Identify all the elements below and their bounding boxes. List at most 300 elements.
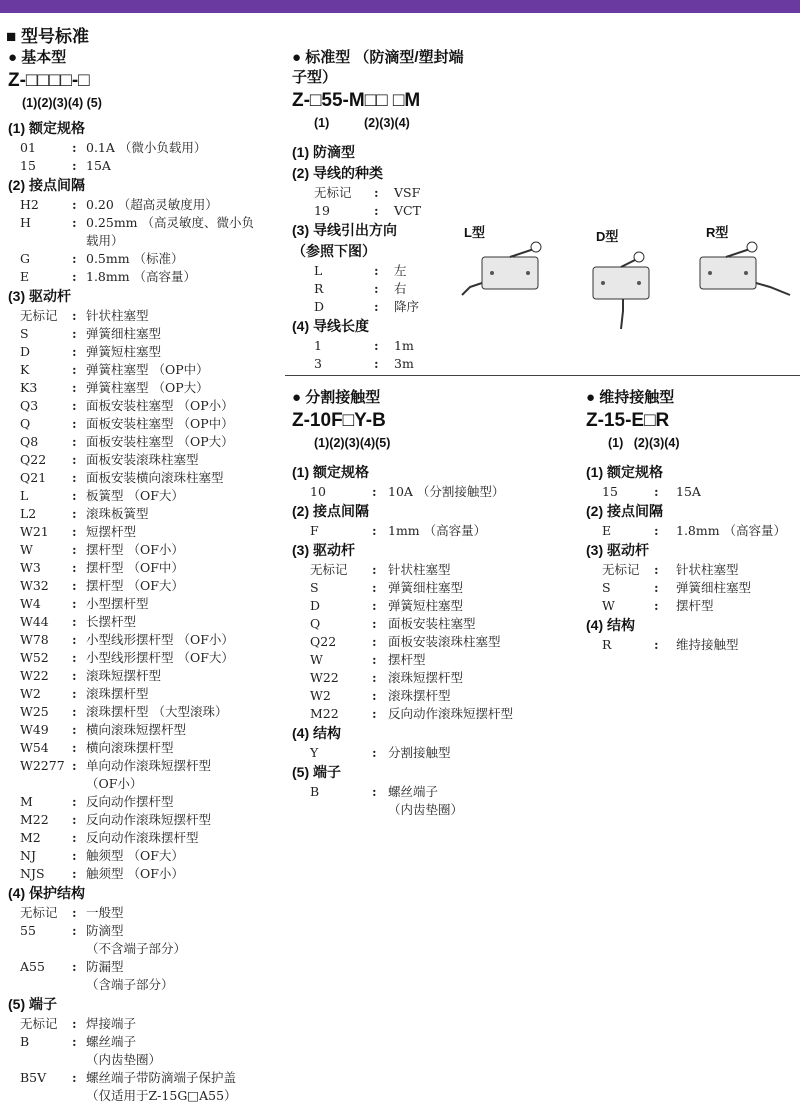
spec-code: H	[20, 215, 31, 230]
spec-row	[20, 1033, 278, 1051]
hold-model-code: Z-15-E□R	[586, 410, 670, 431]
spec-row	[310, 561, 582, 579]
spec-code: H2	[20, 197, 39, 212]
separator-colon: :	[72, 326, 77, 341]
group-title: (3) 驱动杆	[8, 288, 71, 304]
separator-colon: :	[72, 560, 77, 575]
separator-colon: :	[372, 634, 377, 649]
spec-code: E	[602, 523, 612, 538]
separator-colon: :	[72, 524, 77, 539]
spec-code: S	[602, 580, 611, 595]
separator-colon: :	[72, 362, 77, 377]
spec-row	[20, 1069, 278, 1087]
spec-code: 19	[314, 203, 330, 218]
separator-colon: :	[654, 562, 659, 577]
spec-row	[314, 280, 472, 298]
spec-code: 无标记	[314, 185, 352, 200]
separator-colon: :	[72, 578, 77, 593]
separator-colon: :	[654, 484, 659, 499]
spec-row	[310, 744, 582, 762]
spec-description-continued: （内齿垫圈）	[388, 802, 464, 817]
spec-description: 摆杆型 （OF中）	[86, 560, 184, 575]
spec-row	[314, 262, 472, 280]
separator-colon: :	[72, 308, 77, 323]
spec-description: 反向动作摆杆型	[86, 794, 174, 809]
spec-description: 小型线形摆杆型 （OF小）	[86, 632, 234, 647]
spec-row	[310, 687, 582, 705]
spec-row	[20, 631, 278, 649]
spec-code: Q22	[310, 634, 337, 649]
separator-colon: :	[72, 542, 77, 557]
spec-description: 长摆杆型	[86, 614, 137, 629]
group-title: (5) 端子	[292, 764, 341, 780]
separator-colon: :	[72, 269, 77, 284]
spec-description: 弹簧短柱塞型	[388, 598, 464, 613]
spec-row	[20, 379, 278, 397]
spec-row	[20, 793, 278, 811]
spec-description: 摆杆型	[388, 652, 426, 667]
spec-code: 无标记	[20, 1016, 58, 1031]
separator-colon: :	[72, 686, 77, 701]
spec-code: B	[310, 784, 320, 799]
spec-description: 3m	[394, 356, 414, 371]
spec-row	[310, 783, 582, 801]
separator-colon: :	[72, 197, 77, 212]
spec-description: 针状柱塞型	[86, 308, 149, 323]
separator-colon: :	[72, 614, 77, 629]
spec-row	[602, 636, 796, 654]
separator-colon: :	[72, 632, 77, 647]
separator-colon: :	[372, 652, 377, 667]
separator-colon: :	[72, 866, 77, 881]
spec-description: 小型摆杆型	[86, 596, 149, 611]
separator-colon: :	[72, 398, 77, 413]
group-title: (1) 额定规格	[8, 120, 85, 136]
spec-row	[310, 633, 582, 651]
spec-row	[20, 325, 278, 343]
spec-description: 降序	[394, 299, 420, 314]
spec-code: S	[20, 326, 29, 341]
spec-description: 滚珠摆杆型	[86, 686, 149, 701]
separator-colon: :	[372, 784, 377, 799]
split-heading: ● 分割接触型	[292, 389, 381, 406]
split-contact-section	[292, 388, 582, 819]
group-title: (2) 接点间隔	[292, 503, 369, 519]
spec-description: 焊接端子	[86, 1016, 137, 1031]
spec-row	[310, 579, 582, 597]
separator-colon: :	[72, 758, 77, 773]
spec-description: 防漏型	[86, 959, 124, 974]
spec-row	[20, 196, 278, 214]
group-title: (4) 结构	[292, 725, 341, 741]
diagram-label-r: R型	[706, 225, 729, 240]
group-title: (4) 导线长度	[292, 318, 369, 334]
spec-description: 反向动作滚珠短摆杆型	[388, 706, 514, 721]
separator-colon: :	[72, 344, 77, 359]
spec-description: 面板安装柱塞型 （OP中）	[86, 416, 234, 431]
switch-r-type-illustration	[690, 235, 800, 305]
spec-description: 弹簧细柱塞型	[676, 580, 752, 595]
spec-description: 防滴型	[86, 923, 124, 938]
separator-colon: :	[372, 616, 377, 631]
spec-row	[314, 298, 472, 316]
spec-row	[20, 505, 278, 523]
spec-row	[20, 214, 278, 232]
separator-colon: :	[372, 670, 377, 685]
spec-row	[20, 157, 278, 175]
spec-description: 板簧型 （OF大）	[86, 488, 184, 503]
spec-row	[310, 522, 582, 540]
separator-colon: :	[72, 794, 77, 809]
spec-code: W3	[20, 560, 41, 575]
spec-description: 摆杆型 （OF小）	[86, 542, 184, 557]
spec-row	[20, 703, 278, 721]
spec-description: 面板安装柱塞型 （OP小）	[86, 398, 234, 413]
separator-colon: :	[72, 380, 77, 395]
separator-colon: :	[374, 203, 379, 218]
spec-row	[20, 685, 278, 703]
group-title: (4) 保护结构	[8, 885, 85, 901]
spec-row	[20, 811, 278, 829]
spec-code: D	[310, 598, 321, 613]
spec-row	[20, 595, 278, 613]
spec-description: VSF	[394, 185, 421, 200]
spec-code: 1	[314, 338, 322, 353]
spec-code: 无标记	[20, 308, 58, 323]
spec-description: VCT	[394, 203, 421, 218]
spec-row	[20, 415, 278, 433]
spec-description: 维持接触型	[676, 637, 739, 652]
spec-description: 摆杆型	[676, 598, 714, 613]
spec-code: M2	[20, 830, 41, 845]
spec-description: 1m	[394, 338, 414, 353]
separator-colon: :	[72, 668, 77, 683]
spec-code: 无标记	[602, 562, 640, 577]
spec-description-continued: 载用）	[86, 233, 124, 248]
spec-description: 针状柱塞型	[676, 562, 739, 577]
spec-row	[20, 268, 278, 286]
spec-description: 右	[394, 281, 407, 296]
spec-description: 面板安装滚珠柱塞型	[388, 634, 501, 649]
spec-description: 0.5mm （标准）	[86, 251, 184, 266]
diagram-label-l: L型	[464, 225, 485, 240]
spec-code: K3	[20, 380, 38, 395]
spec-description: 面板安装横向滚珠柱塞型	[86, 470, 224, 485]
separator-colon: :	[72, 905, 77, 920]
spec-code: W21	[20, 524, 49, 539]
separator-colon: :	[72, 416, 77, 431]
spec-row	[314, 337, 472, 355]
spec-row	[314, 355, 472, 373]
spec-code: W22	[20, 668, 49, 683]
spec-description: 1mm （高容量）	[388, 523, 487, 538]
top-accent-bar	[0, 0, 800, 13]
spec-code: W25	[20, 704, 49, 719]
spec-row	[20, 649, 278, 667]
spec-description: 横向滚珠短摆杆型	[86, 722, 187, 737]
spec-description: 针状柱塞型	[388, 562, 451, 577]
separator-colon: :	[372, 598, 377, 613]
split-model-numbers: (1)(2)(3)(4)(5)	[314, 436, 391, 450]
spec-code: 无标记	[310, 562, 348, 577]
spec-description: 反向动作滚珠短摆杆型	[86, 812, 212, 827]
spec-description: 15A	[86, 158, 111, 173]
spec-row	[20, 250, 278, 268]
spec-description: 15A	[676, 484, 701, 499]
spec-description: 面板安装柱塞型	[388, 616, 476, 631]
spec-code: W	[602, 598, 615, 613]
spec-code: W49	[20, 722, 49, 737]
spec-row	[20, 541, 278, 559]
group-title: (5) 端子	[8, 996, 57, 1012]
spec-code: L	[314, 263, 323, 278]
spec-row	[602, 561, 796, 579]
separator-colon: :	[72, 470, 77, 485]
spec-row	[20, 667, 278, 685]
spec-description: 0.25mm （高灵敏度、微小负	[86, 215, 255, 230]
spec-code: Y	[310, 745, 319, 760]
page-title: ■ 型号标准	[6, 27, 89, 46]
spec-code: M22	[310, 706, 339, 721]
basic-type-section	[8, 48, 278, 1105]
spec-code: B	[20, 1034, 30, 1049]
hold-model-numbers: (1) (2)(3)(4)	[608, 436, 680, 450]
spec-row	[310, 705, 582, 723]
split-model-code: Z-10F□Y-B	[292, 410, 386, 431]
spec-description: 触须型 （OF小）	[86, 866, 184, 881]
spec-description: 滚珠摆杆型	[388, 688, 451, 703]
spec-description-continued: （仅适用于Z-15G□A55）	[86, 1088, 237, 1103]
spec-code: W4	[20, 596, 41, 611]
group-title: (2) 接点间隔	[586, 503, 663, 519]
spec-row	[314, 184, 472, 202]
spec-row	[314, 202, 472, 220]
separator-colon: :	[72, 830, 77, 845]
spec-code: L2	[20, 506, 37, 521]
spec-description-continued: （OF小）	[86, 776, 143, 791]
spec-code: F	[310, 523, 319, 538]
separator-colon: :	[372, 688, 377, 703]
separator-colon: :	[374, 356, 379, 371]
separator-colon: :	[374, 185, 379, 200]
group-title: (3) 驱动杆	[292, 542, 355, 558]
separator-colon: :	[372, 580, 377, 595]
spec-description: 弹簧细柱塞型	[388, 580, 464, 595]
separator-colon: :	[654, 598, 659, 613]
spec-description: 螺丝端子	[86, 1034, 137, 1049]
spec-row	[20, 904, 278, 922]
standard-model-numbers: (1) (2)(3)(4)	[314, 116, 410, 130]
spec-code: W2277	[20, 758, 65, 773]
spec-code: S	[310, 580, 319, 595]
spec-row	[602, 579, 796, 597]
group-subtitle: （参照下图）	[292, 243, 376, 259]
separator-colon: :	[374, 263, 379, 278]
spec-description: 弹簧细柱塞型	[86, 326, 162, 341]
separator-colon: :	[654, 580, 659, 595]
spec-row	[20, 739, 278, 757]
spec-description: 面板安装滚珠柱塞型	[86, 452, 199, 467]
basic-model-numbers: (1)(2)(3)(4) (5)	[22, 96, 102, 110]
basic-model-code: Z-□□□□-□	[8, 70, 90, 91]
spec-code: W2	[310, 688, 331, 703]
spec-code: 10	[310, 484, 326, 499]
switch-d-type-illustration	[585, 245, 675, 335]
spec-row	[20, 487, 278, 505]
separator-colon: :	[374, 338, 379, 353]
spec-description: 摆杆型 （OF大）	[86, 578, 184, 593]
spec-row	[20, 847, 278, 865]
spec-code: K	[20, 362, 30, 377]
spec-code: NJ	[20, 848, 36, 863]
separator-colon: :	[72, 434, 77, 449]
spec-description-continued: （不含端子部分）	[86, 941, 187, 956]
spec-description: 弹簧短柱塞型	[86, 344, 162, 359]
separator-colon: :	[72, 923, 77, 938]
spec-description: 左	[394, 263, 407, 278]
group-title: (3) 驱动杆	[586, 542, 649, 558]
diagram-label-d: D型	[596, 229, 619, 244]
separator-colon: :	[374, 281, 379, 296]
spec-description: 短摆杆型	[86, 524, 137, 539]
spec-code: W44	[20, 614, 49, 629]
spec-row	[602, 597, 796, 615]
spec-description: 小型线形摆杆型 （OF大）	[86, 650, 234, 665]
section-divider	[285, 375, 800, 376]
spec-description-continued: （含端子部分）	[86, 977, 174, 992]
separator-colon: :	[72, 1016, 77, 1031]
spec-row	[20, 343, 278, 361]
spec-row	[20, 139, 278, 157]
separator-colon: :	[374, 299, 379, 314]
spec-description: 滚珠短摆杆型	[86, 668, 162, 683]
separator-colon: :	[654, 523, 659, 538]
spec-code: M22	[20, 812, 49, 827]
spec-row	[20, 577, 278, 595]
standard-heading: ● 标准型 （防滴型/塑封端子型）	[292, 49, 464, 86]
spec-code: W	[310, 652, 323, 667]
separator-colon: :	[654, 637, 659, 652]
spec-row	[20, 958, 278, 976]
separator-colon: :	[72, 596, 77, 611]
spec-code: 15	[602, 484, 618, 499]
spec-description: 1.8mm （高容量）	[86, 269, 197, 284]
group-title: (1) 额定规格	[292, 464, 369, 480]
spec-code: 55	[20, 923, 36, 938]
maintained-contact-section	[586, 388, 796, 654]
spec-code: Q8	[20, 434, 39, 449]
separator-colon: :	[72, 1070, 77, 1085]
group-title: (3) 导线引出方向	[292, 222, 397, 238]
spec-row	[310, 651, 582, 669]
group-title: (1) 额定规格	[586, 464, 663, 480]
hold-heading: ● 维持接触型	[586, 389, 675, 406]
spec-code: B5V	[20, 1070, 47, 1085]
spec-row	[20, 865, 278, 883]
separator-colon: :	[372, 484, 377, 499]
spec-code: D	[20, 344, 31, 359]
spec-code: Q	[310, 616, 321, 631]
spec-row	[310, 615, 582, 633]
separator-colon: :	[372, 562, 377, 577]
spec-description: 滚珠摆杆型 （大型滚珠）	[86, 704, 228, 719]
spec-description: 反向动作滚珠摆杆型	[86, 830, 199, 845]
separator-colon: :	[72, 251, 77, 266]
spec-code: D	[314, 299, 325, 314]
separator-colon: :	[72, 812, 77, 827]
group-title: (2) 导线的种类	[292, 165, 383, 181]
separator-colon: :	[72, 452, 77, 467]
spec-code: Q3	[20, 398, 39, 413]
spec-description: 0.1A （微小负载用）	[86, 140, 207, 155]
spec-description: 弹簧柱塞型 （OP大）	[86, 380, 209, 395]
separator-colon: :	[72, 158, 77, 173]
spec-row	[20, 361, 278, 379]
spec-code: Q22	[20, 452, 47, 467]
spec-description: 单向动作滚珠短摆杆型	[86, 758, 212, 773]
spec-description: 0.20 （超高灵敏度用）	[86, 197, 218, 212]
group-title: (4) 结构	[586, 617, 635, 633]
separator-colon: :	[72, 704, 77, 719]
spec-row	[20, 559, 278, 577]
spec-code: 3	[314, 356, 322, 371]
spec-description: 滚珠板簧型	[86, 506, 149, 521]
spec-row	[20, 922, 278, 940]
separator-colon: :	[72, 848, 77, 863]
spec-code: W52	[20, 650, 49, 665]
spec-description: 分割接触型	[388, 745, 451, 760]
separator-colon: :	[372, 706, 377, 721]
spec-description-continued: （内齿垫圈）	[86, 1052, 162, 1067]
spec-code: W78	[20, 632, 49, 647]
separator-colon: :	[72, 650, 77, 665]
spec-code: 无标记	[20, 905, 58, 920]
spec-row	[20, 523, 278, 541]
spec-row	[602, 522, 796, 540]
spec-row	[602, 483, 796, 501]
spec-row	[20, 613, 278, 631]
spec-code: W32	[20, 578, 49, 593]
spec-code: L	[20, 488, 29, 503]
spec-row	[20, 397, 278, 415]
separator-colon: :	[72, 1034, 77, 1049]
separator-colon: :	[72, 215, 77, 230]
separator-colon: :	[72, 506, 77, 521]
spec-description: 弹簧柱塞型 （OP中）	[86, 362, 209, 377]
spec-description: 1.8mm （高容量）	[676, 523, 787, 538]
spec-row	[20, 721, 278, 739]
separator-colon: :	[72, 140, 77, 155]
spec-description: 滚珠短摆杆型	[388, 670, 464, 685]
spec-row	[310, 483, 582, 501]
spec-row	[310, 597, 582, 615]
group-title: (2) 接点间隔	[8, 177, 85, 193]
spec-row	[20, 469, 278, 487]
spec-description: 螺丝端子	[388, 784, 439, 799]
spec-description: 面板安装柱塞型 （OP大）	[86, 434, 234, 449]
spec-description: 10A （分割接触型）	[388, 484, 505, 499]
standard-type-section	[292, 48, 472, 373]
separator-colon: :	[72, 740, 77, 755]
group-title: (1) 防滴型	[292, 144, 355, 160]
spec-code: W2	[20, 686, 41, 701]
switch-l-type-illustration	[460, 235, 570, 305]
separator-colon: :	[372, 523, 377, 538]
separator-colon: :	[72, 959, 77, 974]
separator-colon: :	[72, 488, 77, 503]
spec-code: M	[20, 794, 33, 809]
spec-code: Q21	[20, 470, 47, 485]
